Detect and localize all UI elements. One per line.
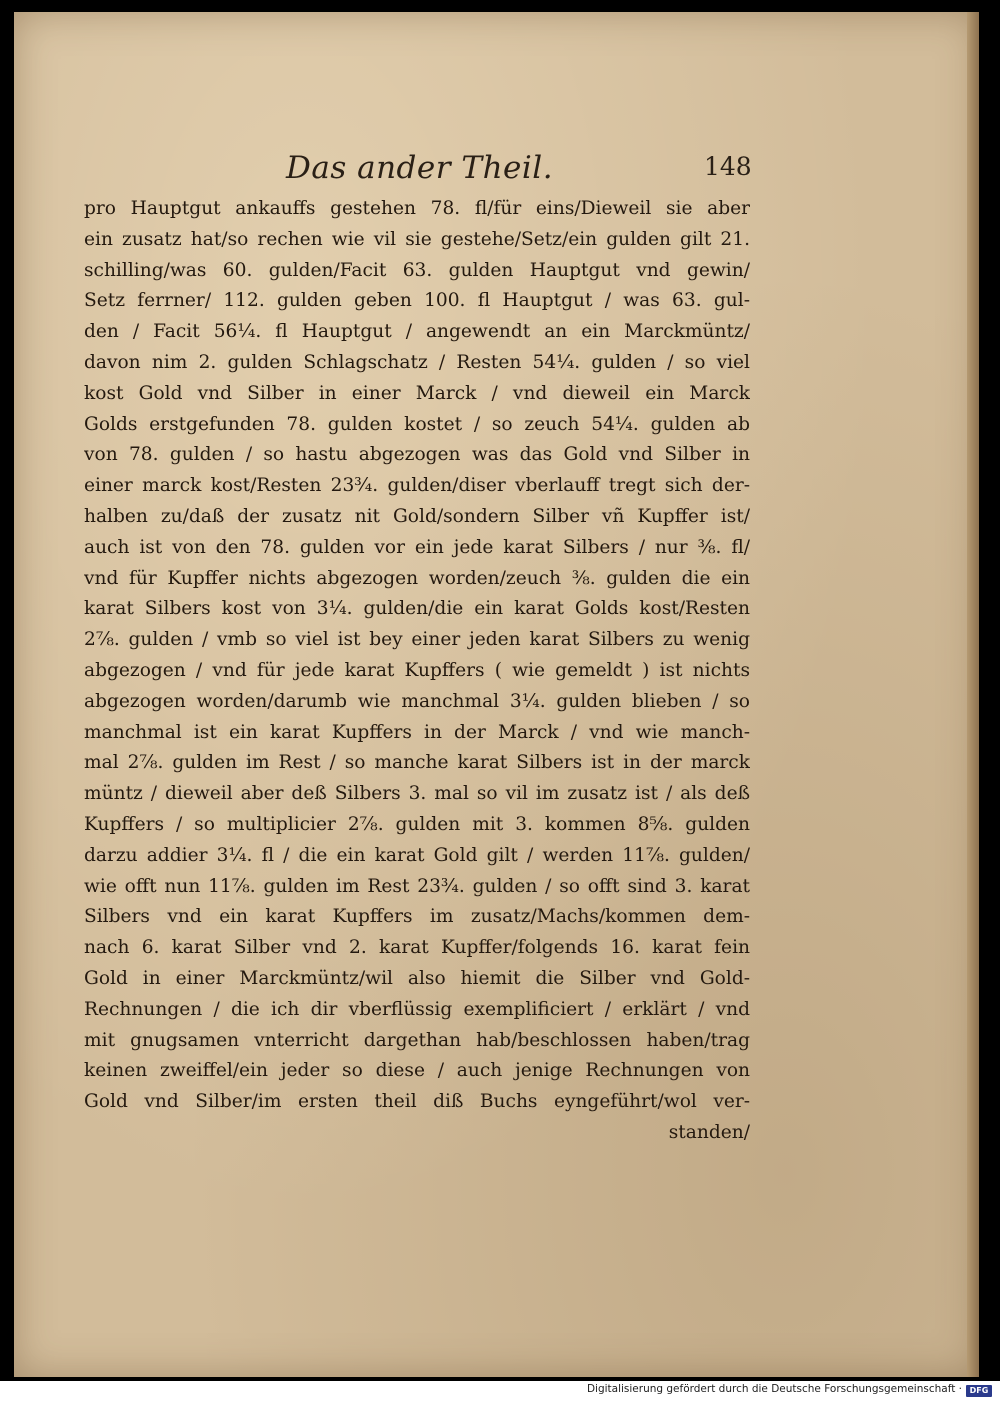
text-line: Rechnungen / die ich dir vberflüssig exemplificiert / erklärt / vnd [84,998,750,1020]
text-line: darzu addier 3¼. fl / die ein karat Gold gilt / werden 11⅞. gulden/ [84,844,750,866]
text-line: Golds erstgefunden 78. gulden kostet / so zeuch 54¼. gulden ab [84,413,750,435]
text-line: auch ist von den 78. gulden vor ein jede karat Silbers / nur ⅜. fl/ [84,536,750,558]
body-text [84,194,750,1149]
text-line: vnd für Kupffer nichts abgezogen worden/zeuch ⅜. gulden die ein [84,567,750,589]
text-line: schilling/was 60. gulden/Facit 63. gulden Hauptgut vnd gewin/ [84,259,750,281]
text-line: halben zu/daß der zusatz nit Gold/sondern Silber vñ Kupffer ist/ [84,505,750,527]
text-line: abgezogen / vnd für jede karat Kupffers ( wie gemeldt ) ist nichts [84,659,750,681]
text-line: nach 6. karat Silber vnd 2. karat Kupffer/folgends 16. karat fein [84,937,750,959]
text-line: Silbers vnd ein karat Kupffers im zusatz/Machs/kommen dem- [84,906,750,928]
text-line: ein zusatz hat/so rechen wie vil sie gestehe/Setz/ein gulden gilt 21. [84,228,750,250]
text-line: davon nim 2. gulden Schlagschatz / Resten 54¼. gulden / so viel [84,351,750,373]
footer-bar [0,1381,1000,1401]
text-line: keinen zweiffel/ein jeder so diese / auch jenige Rechnungen von [84,1060,750,1082]
book-page-scan [14,12,979,1377]
text-line: wie offt nun 11⅞. gulden im Rest 23¾. gulden / so offt sind 3. karat [84,875,750,897]
dfg-logo-icon: DFG [966,1385,992,1397]
text-line: kost Gold vnd Silber in einer Marck / vnd dieweil ein Marck [84,382,750,404]
footer-credit: Digitalisierung gefördert durch die Deutsche Forschungsgemeinschaft · [586,1383,962,1395]
text-line: pro Hauptgut ankauffs gestehen 78. fl/für eins/Dieweil sie aber [84,198,750,219]
text-line: standen/ [668,1121,750,1143]
text-line: 2⅞. gulden / vmb so viel ist bey einer jeden karat Silbers zu wenig [84,629,750,651]
text-line: Gold vnd Silber/im ersten theil diß Buchs eyngeführt/wol ver- [84,1091,750,1113]
text-line: einer marck kost/Resten 23¾. gulden/diser vberlauff tregt sich der- [84,475,750,497]
text-line: Kupffers / so multiplicier 2⅞. gulden mit 3. kommen 8⅝. gulden [84,813,750,835]
text-line: von 78. gulden / so hastu abgezogen was das Gold vnd Silber in [84,444,750,466]
text-line: den / Facit 56¼. fl Hauptgut / angewendt an ein Marckmüntz/ [84,321,750,343]
text-line: mit gnugsamen vnterricht dargethan hab/beschlossen haben/trag [84,1029,750,1051]
running-title: Das ander Theil. [286,150,554,186]
page-number: 148 [704,152,752,181]
text-line: abgezogen worden/darumb wie manchmal 3¼. gulden blieben / so [84,690,750,712]
text-line: Gold in einer Marckmüntz/wil also hiemit die Silber vnd Gold- [84,967,750,989]
text-line: mal 2⅞. gulden im Rest / so manche karat Silbers ist in der marck [84,752,750,774]
page-edge [967,12,979,1377]
text-line: manchmal ist ein karat Kupffers in der Marck / vnd wie manch- [84,721,750,743]
text-line: karat Silbers kost von 3¼. gulden/die ein karat Golds kost/Resten [84,598,750,620]
text-line: Setz ferrner/ 112. gulden geben 100. fl Hauptgut / was 63. gul- [84,290,750,312]
page-header [14,150,979,190]
text-line: müntz / dieweil aber deß Silbers 3. mal so vil im zusatz ist / als deß [84,783,750,805]
